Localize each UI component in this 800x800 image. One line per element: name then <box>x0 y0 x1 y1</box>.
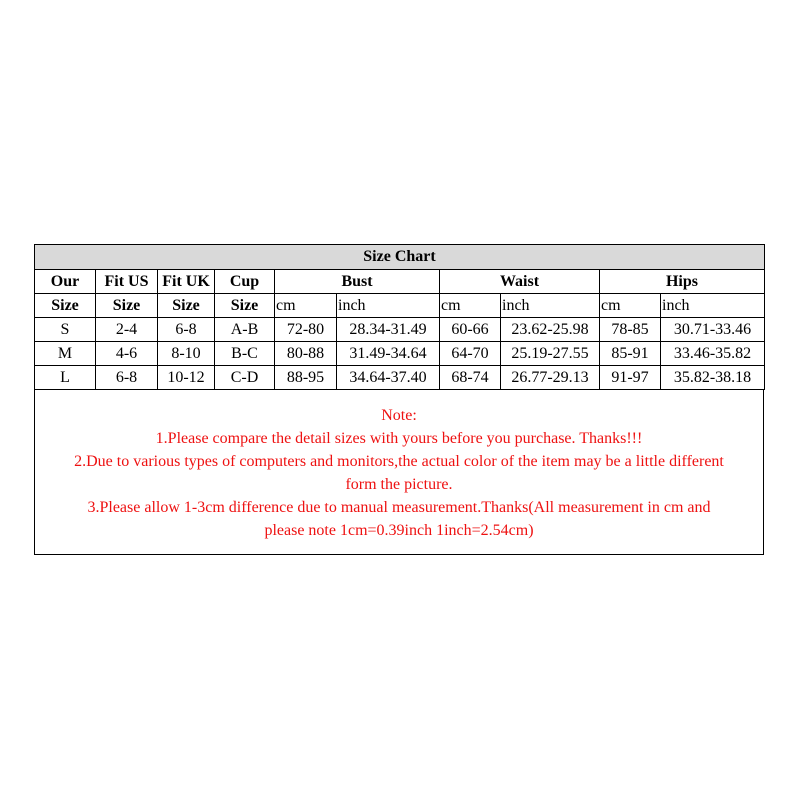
cell-hips-cm: 78-85 <box>600 318 661 342</box>
header-waist-cm: cm <box>440 294 501 318</box>
table-row-l <box>35 366 765 390</box>
cell-cup: A-B <box>215 318 275 342</box>
header-hips-cm: cm <box>600 294 661 318</box>
header-hips-inch: inch <box>661 294 765 318</box>
note-box <box>34 390 764 555</box>
cell-bust-cm: 88-95 <box>275 366 337 390</box>
note-line-2b: form the picture. <box>345 476 453 493</box>
cell-fit-uk: 8-10 <box>158 342 215 366</box>
cell-fit-us: 6-8 <box>96 366 158 390</box>
note-line-2: 2.Due to various types of computers and monitors,the actual color of the item may be a little different <box>74 453 724 470</box>
note-line-3: 3.Please allow 1-3cm difference due to manual measurement.Thanks(All measurement in cm and <box>87 499 711 516</box>
table-row-s <box>35 318 765 342</box>
cell-waist-cm: 64-70 <box>440 342 501 366</box>
note-line-1: 1.Please compare the detail sizes with yours before you purchase. Thanks!!! <box>155 430 643 447</box>
header-our-size-2: Size <box>35 294 96 318</box>
cell-waist-inch: 25.19-27.55 <box>501 342 600 366</box>
table-row-m <box>35 342 765 366</box>
header-row-1 <box>35 270 765 294</box>
header-our-size-1: Our <box>35 270 96 294</box>
size-chart <box>34 244 764 555</box>
cell-our-size: M <box>35 342 96 366</box>
title-row <box>35 245 765 270</box>
cell-hips-inch: 30.71-33.46 <box>661 318 765 342</box>
header-row-2 <box>35 294 765 318</box>
cell-bust-inch: 31.49-34.64 <box>337 342 440 366</box>
cell-waist-inch: 26.77-29.13 <box>501 366 600 390</box>
header-bust: Bust <box>275 270 440 294</box>
header-fit-us-2: Size <box>96 294 158 318</box>
cell-our-size: S <box>35 318 96 342</box>
cell-hips-inch: 33.46-35.82 <box>661 342 765 366</box>
header-waist: Waist <box>440 270 600 294</box>
cell-bust-inch: 28.34-31.49 <box>337 318 440 342</box>
header-bust-inch: inch <box>337 294 440 318</box>
cell-fit-uk: 6-8 <box>158 318 215 342</box>
header-hips: Hips <box>600 270 765 294</box>
cell-fit-uk: 10-12 <box>158 366 215 390</box>
note-line-3b: please note 1cm=0.39inch 1inch=2.54cm) <box>264 522 534 539</box>
header-waist-inch: inch <box>501 294 600 318</box>
size-table <box>34 244 765 390</box>
note-heading: Note: <box>381 407 417 424</box>
cell-waist-inch: 23.62-25.98 <box>501 318 600 342</box>
cell-bust-cm: 80-88 <box>275 342 337 366</box>
header-bust-cm: cm <box>275 294 337 318</box>
cell-waist-cm: 60-66 <box>440 318 501 342</box>
cell-cup: B-C <box>215 342 275 366</box>
cell-hips-inch: 35.82-38.18 <box>661 366 765 390</box>
header-fit-us-1: Fit US <box>96 270 158 294</box>
cell-our-size: L <box>35 366 96 390</box>
cell-hips-cm: 85-91 <box>600 342 661 366</box>
chart-title: Size Chart <box>35 245 765 270</box>
cell-bust-inch: 34.64-37.40 <box>337 366 440 390</box>
header-cup-2: Size <box>215 294 275 318</box>
cell-fit-us: 4-6 <box>96 342 158 366</box>
header-fit-uk-2: Size <box>158 294 215 318</box>
header-cup-1: Cup <box>215 270 275 294</box>
cell-hips-cm: 91-97 <box>600 366 661 390</box>
cell-bust-cm: 72-80 <box>275 318 337 342</box>
cell-fit-us: 2-4 <box>96 318 158 342</box>
header-fit-uk-1: Fit UK <box>158 270 215 294</box>
cell-cup: C-D <box>215 366 275 390</box>
cell-waist-cm: 68-74 <box>440 366 501 390</box>
